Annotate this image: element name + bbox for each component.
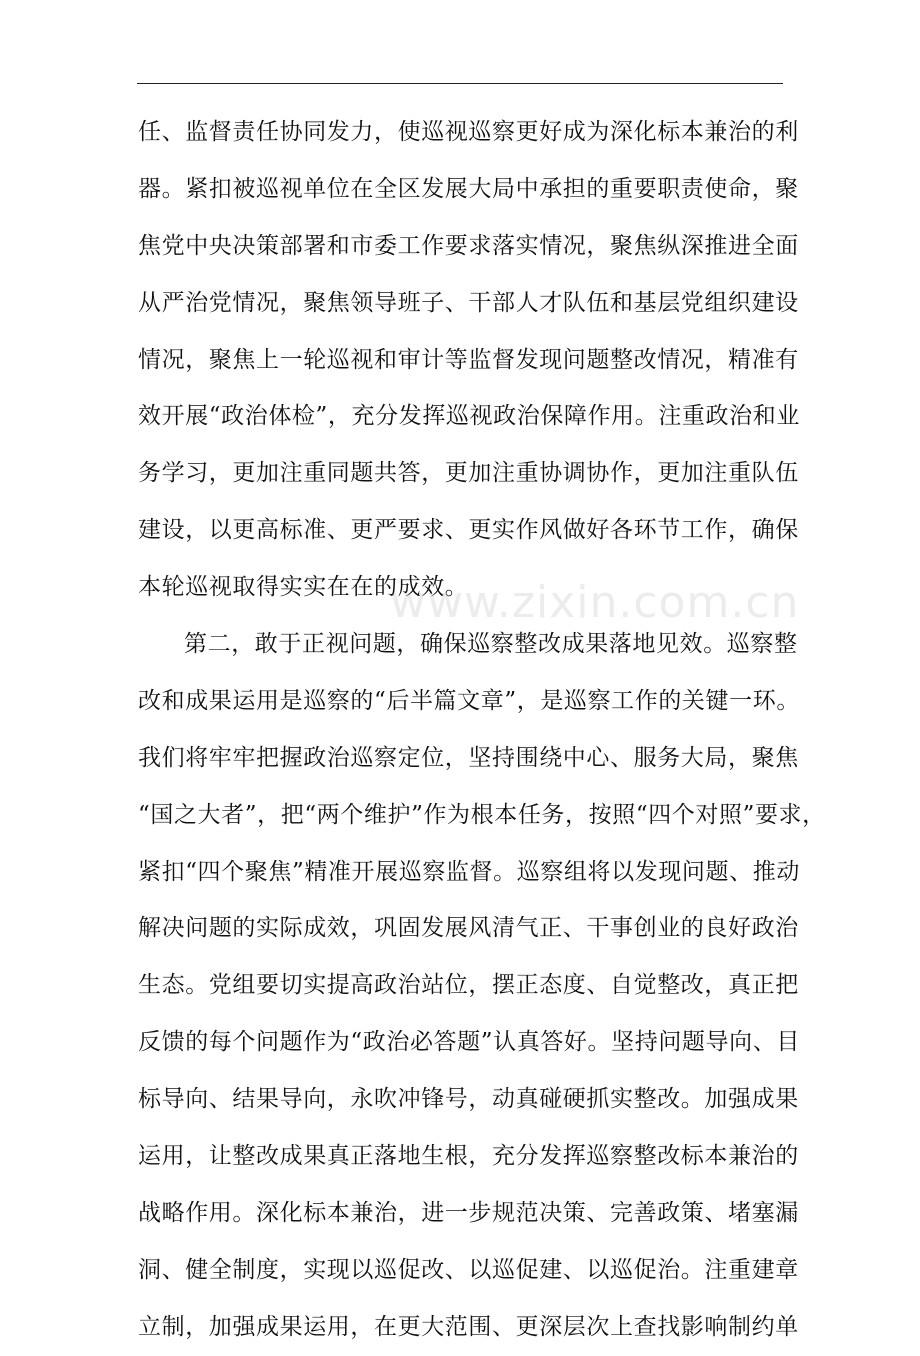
paragraph-end-line: 本轮巡视取得实实在在的成效。 <box>138 574 469 601</box>
text-line: “国之大者”，把“两个维护”作为根本任务，按照“四个对照”要求， <box>138 801 826 828</box>
text-line: 战略作用。深化标本兼治，进一步规范决策、完善政策、堵塞漏 <box>138 1199 799 1226</box>
text-line: 从严治党情况，聚焦领导班子、干部人才队伍和基层党组织建设 <box>138 289 799 316</box>
text-line: 效开展“政治体检”，充分发挥巡视政治保障作用。注重政治和业 <box>138 403 800 430</box>
paragraph-start-line: 第二，敢于正视问题，确保巡察整改成果落地见效。巡察整 <box>184 631 798 658</box>
text-line: 紧扣“四个聚焦”精准开展巡察监督。巡察组将以发现问题、推动 <box>138 858 800 885</box>
body-text <box>138 104 826 1356</box>
text-line: 运用，让整改成果真正落地生根，充分发挥巡察整改标本兼治的 <box>138 1143 799 1170</box>
text-line: 器。紧扣被巡视单位在全区发展大局中承担的重要职责使命，聚 <box>138 175 799 202</box>
text-line: 立制，加强成果运用，在更大范围、更深层次上查找影响制约单 <box>138 1313 799 1340</box>
text-line: 标导向、结果导向，永吹冲锋号，动真碰硬抓实整改。加强成果 <box>138 1086 799 1113</box>
text-line: 焦党中央决策部署和市委工作要求落实情况，聚焦纵深推进全面 <box>138 232 799 259</box>
text-line: 建设，以更高标准、更严要求、更实作风做好各环节工作，确保 <box>138 517 799 544</box>
text-line: 我们将牢牢把握政治巡察定位，坚持围绕中心、服务大局，聚焦 <box>138 744 799 771</box>
watermark: www.zixin.com.cn <box>390 577 800 628</box>
text-line: 解决问题的实际成效，巩固发展风清气正、干事创业的良好政治 <box>138 915 799 942</box>
text-line: 生态。党组要切实提高政治站位，摆正态度、自觉整改，真正把 <box>138 972 799 999</box>
text-line: 洞、健全制度，实现以巡促改、以巡促建、以巡促治。注重建章 <box>138 1256 799 1283</box>
text-line: 改和成果运用是巡察的“后半篇文章”，是巡察工作的关键一环。 <box>138 687 800 714</box>
header-rule <box>137 83 783 84</box>
text-line: 情况，聚焦上一轮巡视和审计等监督发现问题整改情况，精准有 <box>138 346 799 373</box>
text-line: 务学习，更加注重同题共答，更加注重协调协作，更加注重队伍 <box>138 460 799 487</box>
text-line: 反馈的每个问题作为“政治必答题”认真答好。坚持问题导向、目 <box>138 1029 800 1056</box>
text-line: 任、监督责任协同发力，使巡视巡察更好成为深化标本兼治的利 <box>138 119 799 145</box>
